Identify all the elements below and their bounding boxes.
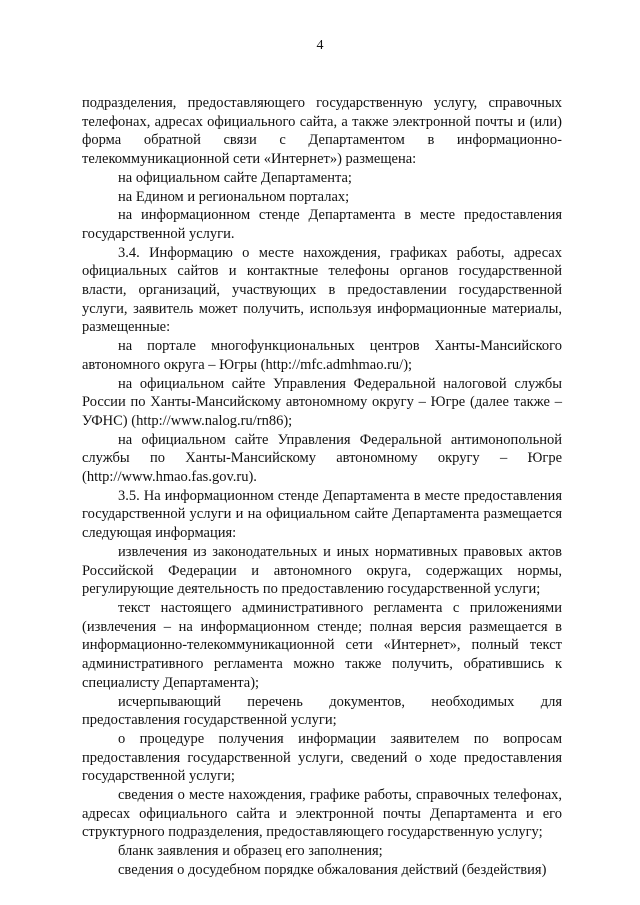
paragraph-2: на официальном сайте Департамента;: [118, 169, 352, 186]
paragraph-8: на официальном сайте Управления Федеральной антимонопольной службы по Ханты-Мансийскому автономному округу – Югре (http://www.hmao.fas.gov.ru).: [82, 431, 562, 486]
paragraph-5: 3.4. Информацию о месте нахождения, графиках работы, адресах официальных сайтов и контактные телефоны органов государственной власти, организаций, участвующих в предоставлении государственной услуги, заявитель может получить, используя информационные материалы, размещенные:: [82, 244, 562, 336]
paragraph-6: на портале многофункциональных центров Ханты-Мансийского автономного округа – Югры (http://mfc.admhmao.ru/);: [82, 338, 562, 373]
paragraph-15: бланк заявления и образец его заполнения;: [118, 843, 383, 860]
paragraph-4: на информационном стенде Департамента в месте предоставления государственной услуги.: [82, 207, 562, 242]
page-number: 4: [316, 38, 324, 53]
paragraph-7: на официальном сайте Управления Федеральной налоговой службы России по Ханты-Мансийскому автономному округу – Югре (далее также – УФНС) (http://www.nalog.ru/rn86);: [82, 375, 562, 429]
paragraph-3: на Едином и региональном порталах;: [118, 188, 350, 205]
paragraph-11: текст настоящего административного регламента с приложениями (извлечения – на информационном стенде; полная версия размещается в информационно-телекоммуникационной сети «Интернет», полный текст административного регламента можно также получить, обратившись к специалисту Департамента);: [82, 599, 562, 691]
paragraph-10: извлечения из законодательных и иных нормативных правовых актов Российской Федерации и автономного округа, содержащих нормы, регулирующие деятельность по предоставлению государственной услуги;: [82, 543, 562, 598]
paragraph-12: исчерпывающий перечень документов, необходимых для предоставления государственной услуги;: [82, 693, 562, 729]
document-body: [82, 94, 562, 880]
paragraph-9: 3.5. На информационном стенде Департамента в месте предоставления государственной услуги и на официальном сайте Департамента размещается следующая информация:: [82, 487, 562, 542]
paragraph-14: сведения о месте нахождения, графике работы, справочных телефонах, адресах официального сайта и электронной почты Департамента и его структурного подразделения, предоставляющего государственную услугу;: [82, 787, 562, 841]
paragraph-16: сведения о досудебном порядке обжалования действий (бездействия): [118, 861, 547, 878]
paragraph-13: о процедуре получения информации заявителем по вопросам предоставления государственной услуги, сведений о ходе предоставления государственной услуги;: [82, 730, 562, 785]
paragraph-1: подразделения, предоставляющего государственную услугу, справочных телефонах, адресах официального сайта, а также электронной почты и (или) форма обратной связи с Департаментом в информационно-телекоммуникационной сети «Интернет») размещена:: [82, 95, 562, 168]
